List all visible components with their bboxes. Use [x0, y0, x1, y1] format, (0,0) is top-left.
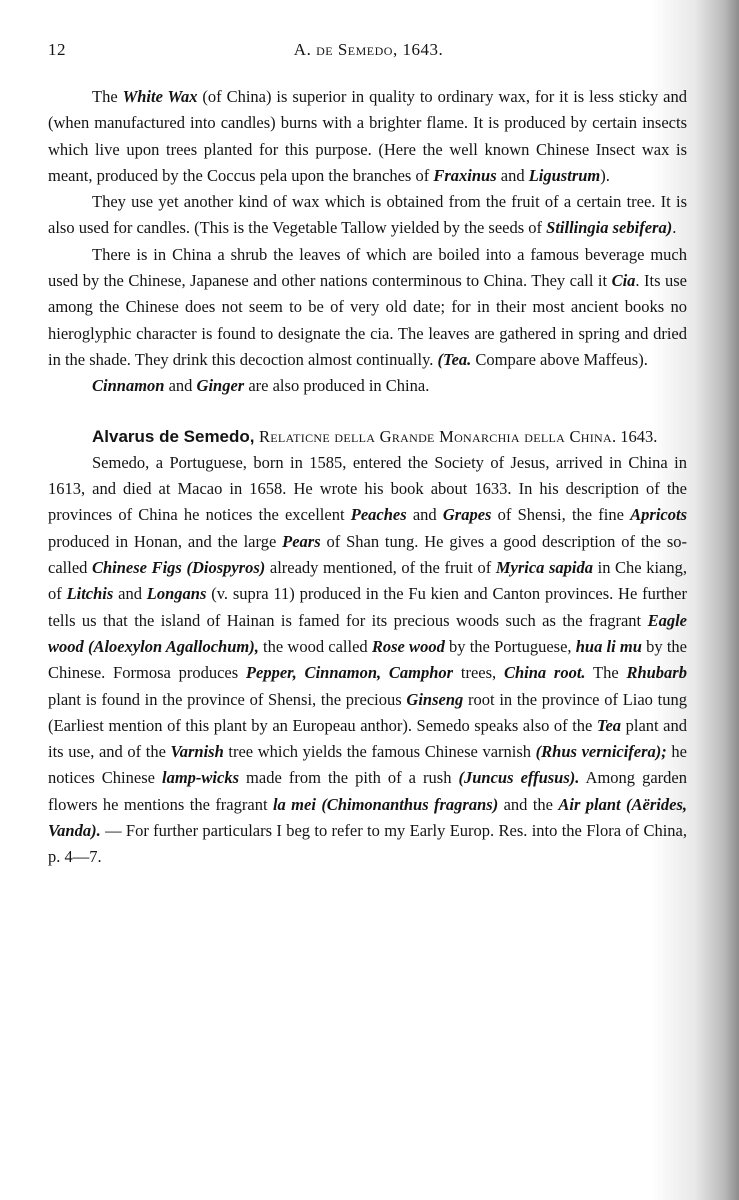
term-ligustrum: Ligustrum	[528, 165, 601, 185]
text: (v. supra 11) produced in the Fu kien and Canton provinces. He further tells us that the island of Hainan is famed for its precious woods such as the fragrant	[48, 584, 687, 630]
term-ginger: Ginger	[196, 376, 245, 396]
page-body	[48, 84, 687, 871]
paragraph-white-wax	[48, 84, 687, 189]
text: by the Chinese. Formosa produces	[48, 636, 687, 683]
text: The	[585, 663, 627, 683]
term-rose-wood: Rose wood	[371, 636, 445, 656]
text: by the Portuguese,	[444, 636, 576, 656]
term-litchis: Litchis	[66, 584, 114, 604]
term-ginseng: Ginseng	[406, 689, 464, 709]
text: the wood called	[258, 636, 372, 656]
term-chinese-figs: Chinese Figs (Diospyros)	[91, 558, 266, 578]
text: (of China) is superior in quality to ordinary wax, for it is less sticky and (when manufactured into candles) burns with a brighter flame. It is produced by certain insects which live upon trees planted for this purpose. (Here the well known Chinese Insect wax is meant, produced by the Coccus pela upon the branches of	[48, 87, 687, 185]
text: ).	[600, 165, 610, 185]
text: he notices Chinese	[48, 742, 687, 788]
paragraph-vegetable-tallow	[48, 189, 687, 242]
text: of Shensi, the fine	[491, 505, 631, 525]
text: and	[406, 505, 443, 525]
term-cinnamon: Cinnamon	[92, 376, 165, 396]
text: and	[496, 165, 529, 185]
term-apricots: Apricots	[630, 505, 688, 525]
text: There is in China a shrub the leaves of which are boiled into a famous beverage much used by the Chinese, Japanese and other nations conterminous to China. They call it	[48, 244, 687, 291]
paragraph-cinnamon-ginger	[48, 373, 687, 399]
text: already mentioned, of the fruit of	[265, 558, 496, 578]
text: Semedo, a Portuguese, born in 1585, entered the Society of Jesus, arrived in China in 1613, and died at Macao in 1658. He wrote his book about 1633. In his description of the provinces of China he notices the excellent	[48, 452, 687, 525]
text: They use yet another kind of wax which is obtained from the fruit of a certain tree. It is also used for candles. (This is the Vegetable Tallow yielded by the seeds of	[48, 192, 687, 238]
page-header	[48, 40, 689, 68]
term-stillingia: Stillingia sebifera)	[546, 218, 673, 238]
text: in Che kiang, of	[48, 558, 687, 604]
term-peaches: Peaches	[350, 505, 407, 525]
paragraph-tea	[48, 242, 687, 373]
term-rhus: (Rhus vernicifera);	[535, 742, 667, 762]
text: produced in Honan, and the large	[48, 531, 283, 551]
term-hua-li-mu: hua li mu	[575, 636, 642, 656]
term-tea: (Tea.	[437, 349, 472, 369]
term-myrica: Myrica sapida	[495, 558, 594, 578]
text: and	[113, 584, 147, 604]
term-lamp-wicks: lamp-wicks	[162, 768, 239, 788]
text: trees,	[453, 663, 504, 683]
term-china-root: China root.	[503, 663, 586, 683]
text: of Shan tung. He gives a good description of the so-called	[48, 531, 687, 578]
term-pears: Pears	[282, 531, 321, 551]
term-longans: Longans	[146, 584, 207, 604]
text: — For further particulars I beg to refer to my Early Europ. Res. into the Flora of China, p. 4—7.	[48, 821, 687, 867]
text: root in the province of Liao tung (Earliest mention of this plant by an Europeau anthor). Semedo speaks also of the	[48, 689, 687, 735]
paragraph-semedo	[48, 450, 687, 871]
entry-year: . 1643.	[612, 426, 658, 446]
running-head-author: A. de Semedo	[293, 40, 393, 59]
term-pepper-cinnamon-camphor: Pepper, Cinnamon, Camphor	[245, 663, 454, 683]
entry-work-title: Relaticne della Grande Monarchia della China	[254, 426, 612, 446]
term-cia: Cia	[611, 271, 636, 291]
term-varnish: Varnish	[170, 742, 224, 762]
term-tea-plant: Tea	[596, 715, 622, 735]
section-gap	[48, 400, 687, 424]
text: tree which yields the famous Chinese varnish	[223, 742, 536, 762]
text: are also produced in China.	[244, 376, 430, 396]
running-head-year: , 1643.	[392, 40, 444, 59]
text: plant and its use, and of the	[48, 715, 687, 762]
page-number: 12	[48, 40, 66, 59]
term-white-wax: White Wax	[122, 87, 198, 106]
term-la-mei: la mei (Chimonanthus fragrans)	[272, 794, 499, 814]
term-fraxinus: Fraxinus	[433, 165, 497, 185]
text: . Its use among the Chinese does not seem to be of very old date; for in their most ancient books no hieroglyphic character is found to designate the cia. The leaves are gathered in spring and dried in the shade. They drink this decoction almost continually.	[48, 271, 687, 369]
text: The	[92, 87, 123, 106]
text: Among garden flowers he mentions the fragrant	[48, 768, 687, 814]
text: .	[672, 218, 677, 238]
text: made from the pith of a rush	[239, 768, 459, 788]
entry-heading	[48, 424, 687, 450]
term-juncus: (Juncus effusus).	[458, 768, 580, 788]
text: plant is found in the province of Shensi, the precious	[48, 689, 407, 709]
entry-author-name: Alvarus de Semedo,	[92, 426, 255, 446]
text: and the	[498, 794, 559, 814]
running-head	[48, 40, 689, 60]
term-rhubarb: Rhubarb	[626, 663, 687, 683]
term-air-plant: Air plant (Aërides, Vanda).	[48, 794, 687, 841]
term-eagle-wood: Eagle wood (Aloexylon Agallochum),	[48, 610, 687, 656]
text: Compare above Maffeus).	[471, 349, 648, 369]
term-grapes: Grapes	[442, 505, 492, 525]
text: and	[164, 376, 197, 396]
